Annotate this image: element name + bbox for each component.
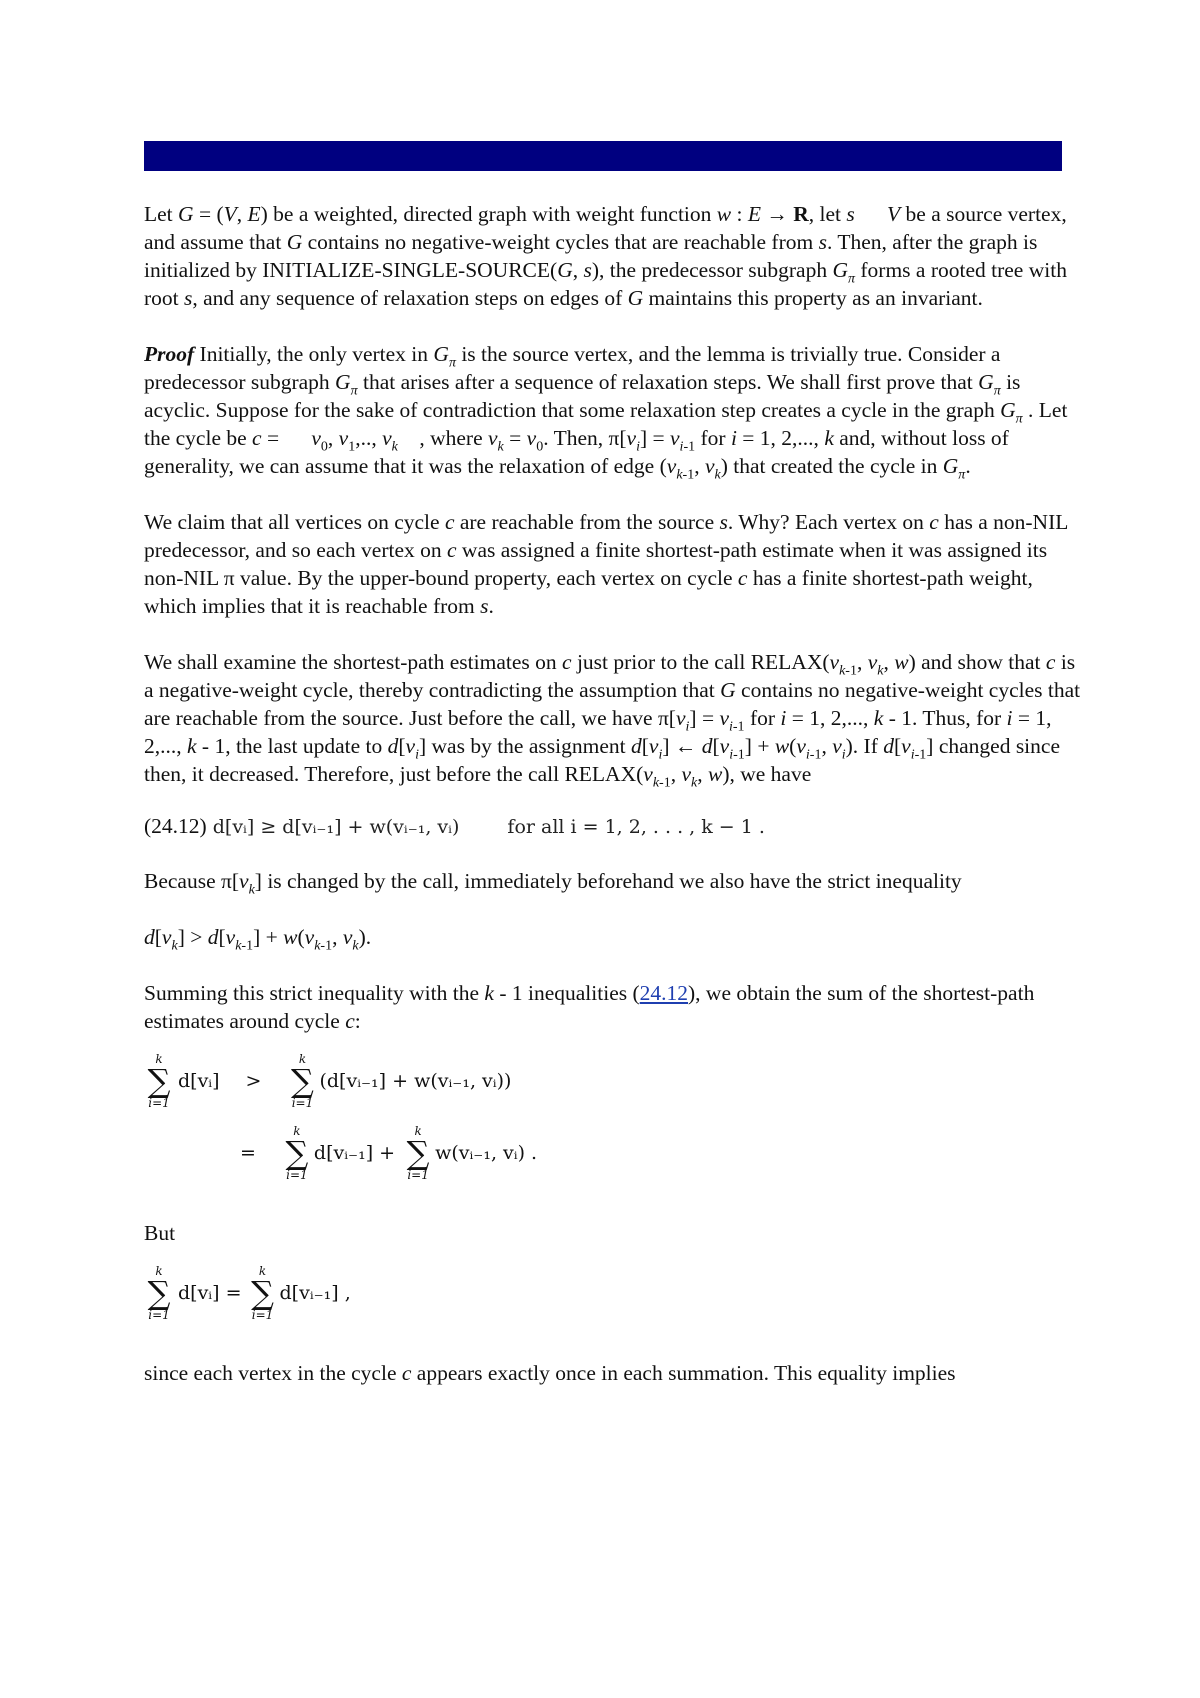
- sum-row-2: = k ∑ i=1 d[vᵢ₋₁] + k ∑ i=1 w(vᵢ₋₁, vᵢ) .: [240, 1124, 538, 1182]
- summation-block-1: [144, 1053, 1084, 1193]
- negative-cycle-paragraph: We shall examine the shortest-path estimates on c just prior to the call $RELAX(v_{k-1}$, $v_k$, w) and show that c is a negative-weight cycle, thereby contradicting the assumption that G contains no negative-weight cycles that are reachable from the source. Just before the call, we have $\pi[v_i] = v_{i-1}$ for i = 1, 2,..., k - 1. Thus, for i = 1, 2,..., k - 1, the last update to $d[v_i]$ was by the assignment $d[v_i]$ ← $d[v_{i-1}] + w(v_{i-1}$, $v_i$). If $d[v_{i-1}]$ changed since then, it decreased. Therefore, just before the call $RELAX(v_{k-1}$, $v_k$, w), we have: [144, 650, 1081, 791]
- equation-24-12: (24.12) d[vᵢ] ≥ d[vᵢ₋₁] + w(vᵢ₋₁, vᵢ) for all i = 1, 2, . . . , k − 1 .: [144, 814, 765, 838]
- proof-paragraph: Proof Initially, the only vertex in $G_\pi$ is the source vertex, and the lemma is trivially true. Consider a predecessor subgraph $G_\pi$ that arises after a sequence of relaxation steps. We shall first prove that $G_\pi$ is acyclic. Suppose for the sake of contradiction that some relaxation step creates a cycle in the graph $G_\pi$ . Let the cycle be c = $v_0$, $v_1$,.., $v_k$ , where $v_k = v_0$. Then, $\pi[v_i] = v_{i-1}$ for i = 1, 2,..., k and, without loss of generality, we can assume that it was the relaxation of edge ($v_{k-1}$, $v_k$) that created the cycle in $G_\pi$.: [144, 342, 1068, 483]
- final-paragraph: since each vertex in the cycle c appears exactly once in each summation. This equality implies: [144, 1361, 956, 1385]
- equation-link-24-12[interactable]: 24.12: [639, 981, 689, 1005]
- strict-inequality-intro: Because $\pi[v_k]$ is changed by the call, immediately beforehand we also have the strict inequality: [144, 869, 962, 898]
- sum-equality-row: k ∑ i=1 d[vᵢ] = k ∑ i=1 d[vᵢ₋₁] ,: [144, 1265, 351, 1321]
- proof-label: Proof: [144, 342, 195, 366]
- header-banner: [144, 141, 1062, 171]
- lemma-statement: Let G = (V, E) be a weighted, directed graph with weight function w : E → R, let s V be a source vertex, and assume that G contains no negative-weight cycles that are reachable from s. Then, after the graph is initialized by INITIALIZE-SINGLE-SOURCE(G, s), the predecessor subgraph $G_\pi$ forms a rooted tree with root s, and any sequence of relaxation steps on edges of G maintains this property as an invariant.: [144, 202, 1067, 310]
- sigma-symbol: k ∑ i=1: [285, 1124, 309, 1182]
- summation-block-2: [144, 1265, 1084, 1329]
- but-line: But: [144, 1221, 176, 1245]
- sigma-symbol: k ∑ i=1: [406, 1124, 430, 1182]
- sigma-symbol: k ∑ i=1: [147, 1052, 171, 1110]
- sum-row-1: k ∑ i=1 d[vᵢ] > k ∑ i=1 (d[vᵢ₋₁] + w(vᵢ₋₁, vᵢ)): [144, 1053, 511, 1109]
- sigma-symbol: k ∑ i=1: [251, 1264, 274, 1322]
- reachability-paragraph: We claim that all vertices on cycle c are reachable from the source s. Why? Each vertex on c has a non-NIL predecessor, and so each vertex on c was assigned a finite shortest-path estimate when it was assigned its non-NIL π value. By the upper-bound property, each vertex on cycle c has a finite shortest-path weight, which implies that it is reachable from s.: [144, 510, 1068, 618]
- sigma-symbol: k ∑ i=1: [291, 1052, 314, 1110]
- document-body: [144, 200, 1084, 1415]
- summing-paragraph: Summing this strict inequality with the k - 1 inequalities (24.12), we obtain the sum of the shortest-path estimates around cycle c:: [144, 981, 1035, 1033]
- sigma-symbol: k ∑ i=1: [147, 1264, 171, 1322]
- strict-inequality: $d[v_k] > d[v_{k-1}] + w(v_{k-1}$, $v_k$).: [144, 925, 372, 954]
